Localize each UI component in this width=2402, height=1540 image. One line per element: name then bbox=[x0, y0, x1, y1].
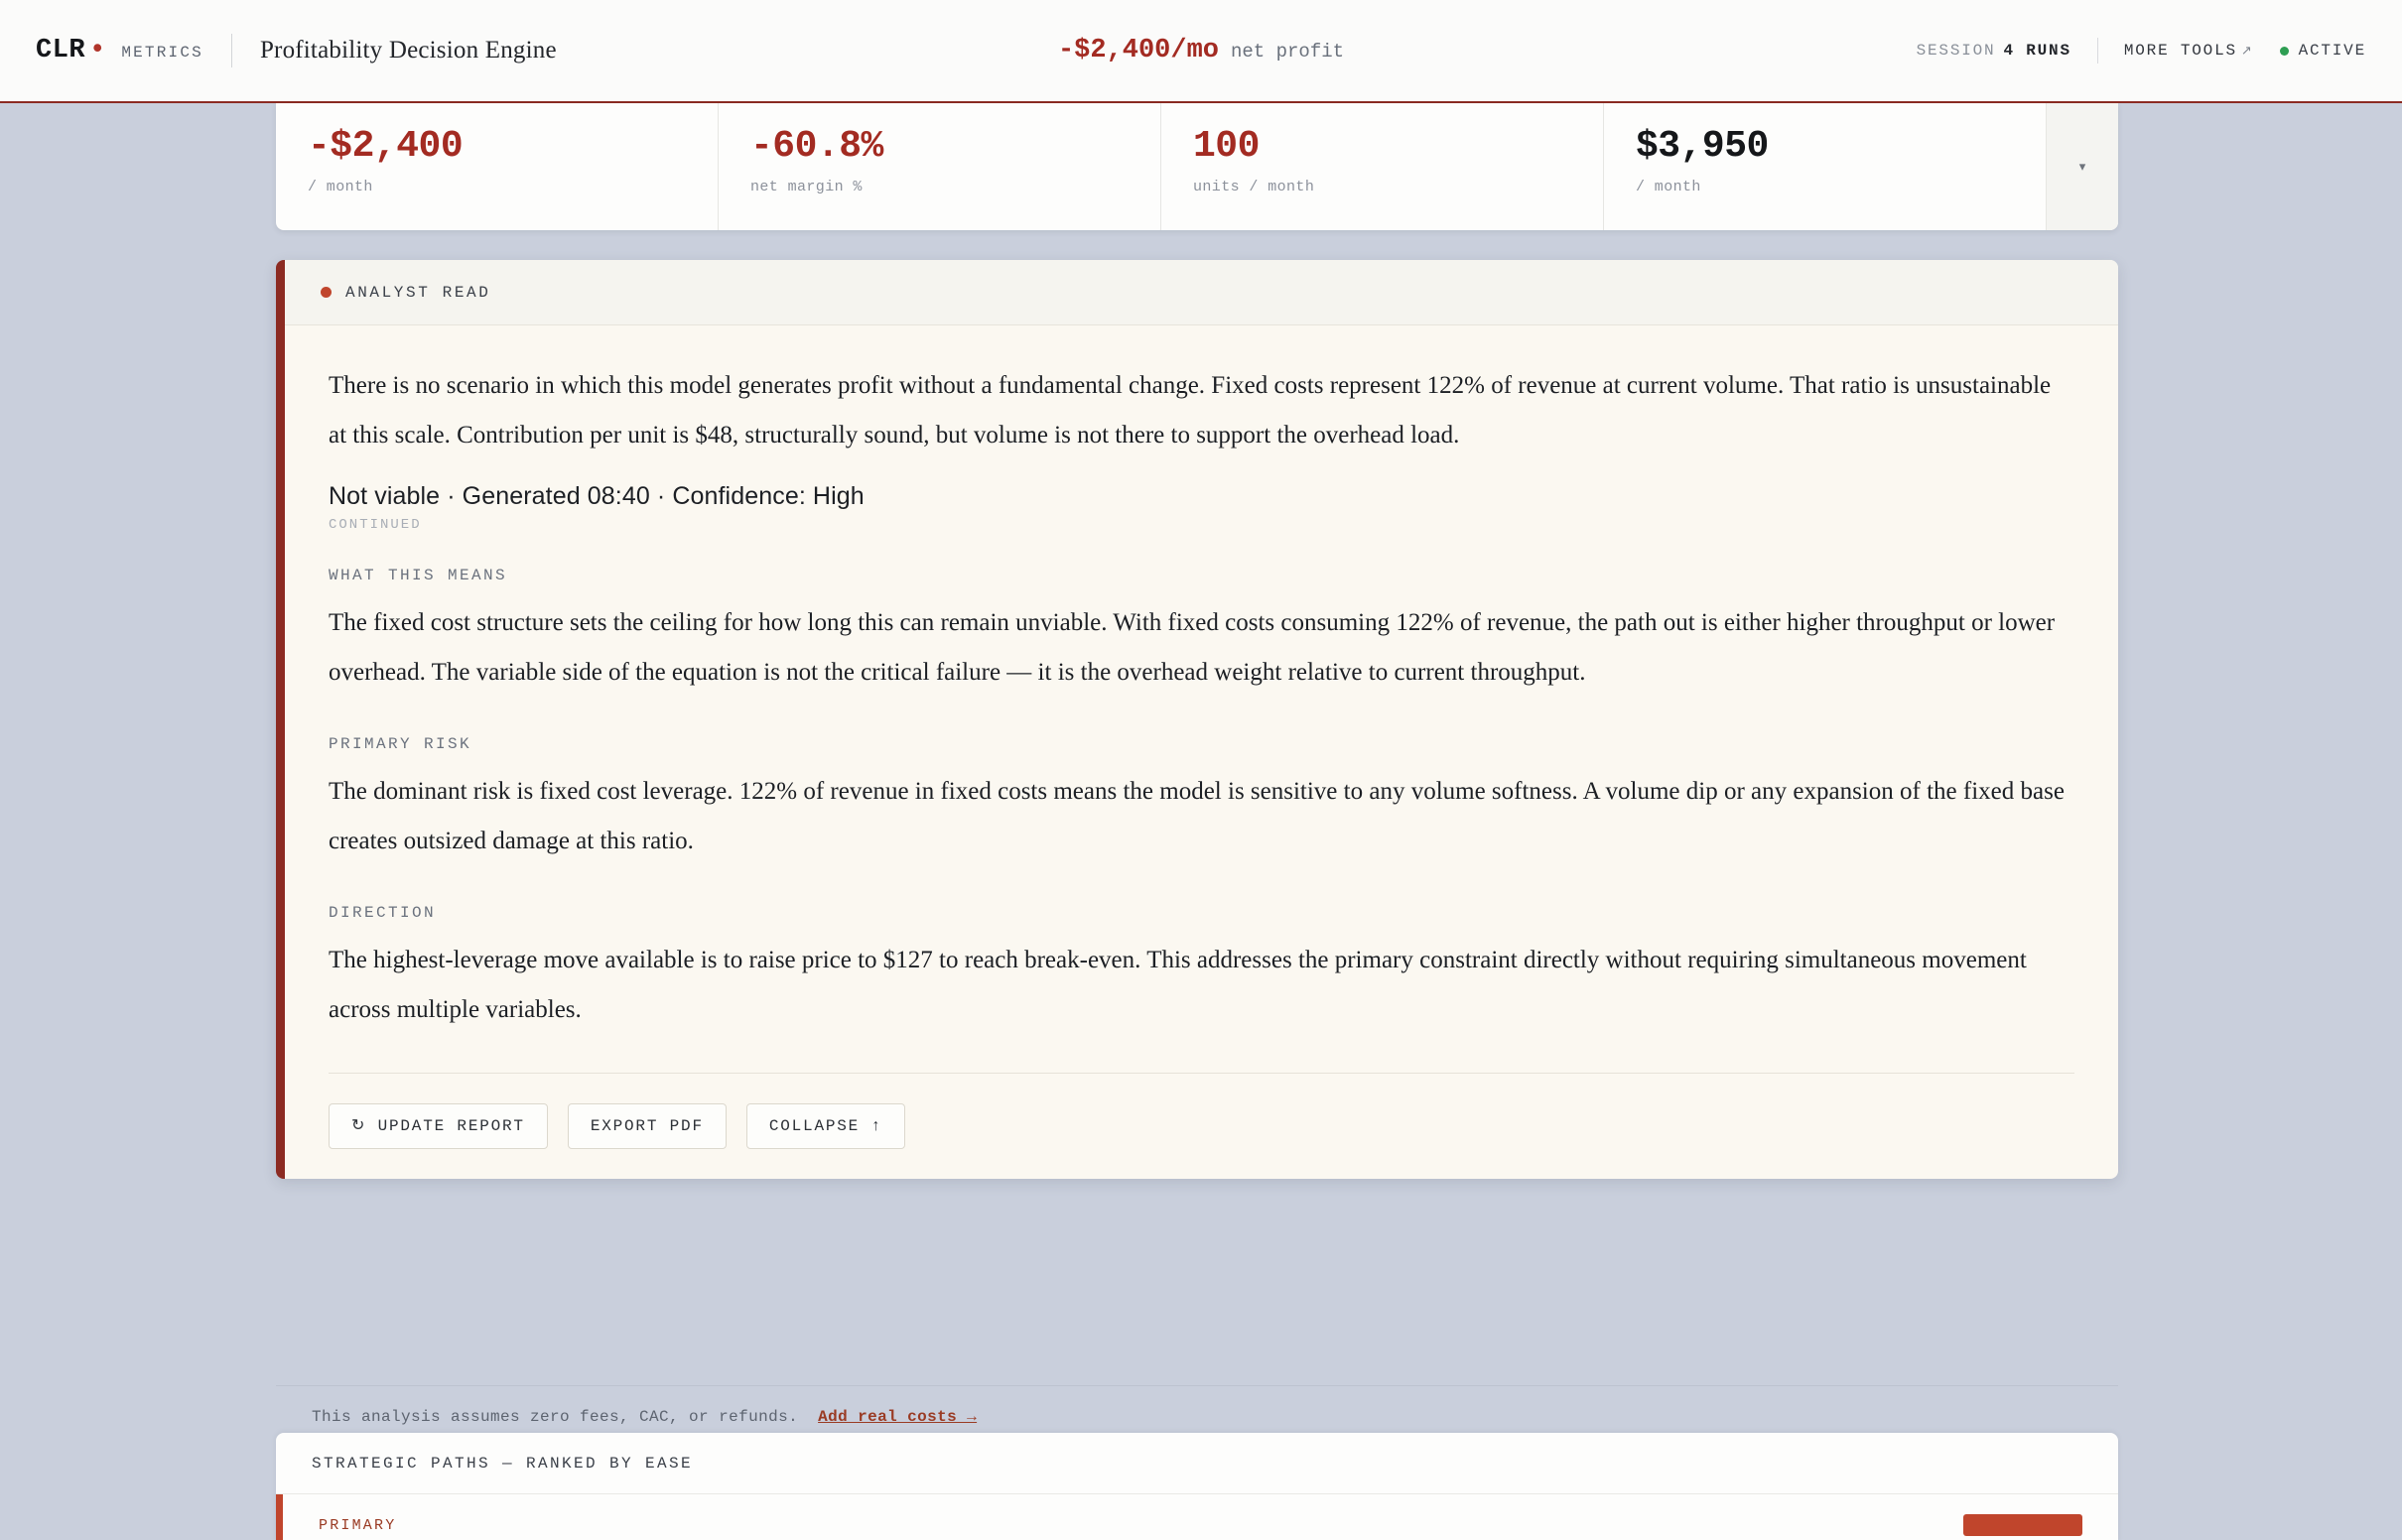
analyst-actions bbox=[329, 1103, 2074, 1149]
section-label: WHAT THIS MEANS bbox=[329, 567, 508, 584]
top-right-divider bbox=[2097, 38, 2098, 64]
analyst-section bbox=[329, 567, 2074, 698]
brand-mark: CLR bbox=[36, 36, 86, 65]
brand-logo[interactable] bbox=[36, 36, 203, 65]
brand-divider bbox=[231, 34, 232, 67]
metric-card[interactable] bbox=[719, 103, 1161, 230]
section-body: The highest-leverage move available is to raise price to $127 to reach break-even. This addresses the primary constraint directly without requiring simultaneous movement across multiple variables. bbox=[329, 947, 2027, 1023]
metric-label: / month bbox=[1636, 179, 1701, 195]
path-rank-tag: PRIMARY bbox=[319, 1516, 397, 1534]
section-label: DIRECTION bbox=[329, 904, 437, 922]
analyst-section bbox=[329, 904, 2074, 1035]
analyst-read-body bbox=[285, 325, 2118, 1179]
status-label: ACTIVE bbox=[2298, 42, 2366, 60]
external-link-icon: ↗ bbox=[2240, 43, 2254, 59]
content-divider bbox=[329, 1073, 2074, 1074]
page-title: Profitability Decision Engine bbox=[259, 37, 557, 64]
section-label: PRIMARY RISK bbox=[329, 735, 472, 753]
header-net-profit-value: -$2,400/mo bbox=[1057, 36, 1219, 65]
header-net-profit bbox=[1058, 36, 1344, 65]
strategic-paths-title: STRATEGIC PATHS — RANKED BY EASE bbox=[276, 1433, 2118, 1494]
top-bar-right bbox=[1917, 38, 2366, 64]
top-bar bbox=[0, 0, 2402, 103]
metric-card[interactable] bbox=[1161, 103, 1604, 230]
analyst-read-card bbox=[276, 260, 2118, 1179]
analyst-read-header bbox=[285, 260, 2118, 325]
metric-label: / month bbox=[308, 179, 373, 195]
analyst-verdict: Not viable · Generated 08:40 · Confidence: High bbox=[329, 482, 865, 510]
strategic-path-row[interactable] bbox=[276, 1494, 2118, 1540]
footnote-text: This analysis assumes zero fees, CAC, or refunds. bbox=[312, 1408, 799, 1426]
metric-strip bbox=[276, 103, 2118, 230]
status-badge bbox=[2280, 42, 2366, 60]
update-report-button[interactable]: ↻ UPDATE REPORT bbox=[329, 1103, 548, 1149]
analyst-status-dot-icon bbox=[321, 287, 332, 298]
metric-value: 100 bbox=[1193, 125, 1260, 168]
collapse-button[interactable]: COLLAPSE ↑ bbox=[746, 1103, 905, 1149]
section-body: The fixed cost structure sets the ceiling for how long this can remain unviable. With fixed costs consuming 122% of revenue, the path out is either higher throughput or lower overhead. The variable side of the equation is not the critical failure — it is the overhead weight relative to current throughput. bbox=[329, 609, 2056, 686]
metric-card[interactable] bbox=[276, 103, 719, 230]
brand-subtitle: METRICS bbox=[121, 44, 203, 62]
metric-label: units / month bbox=[1193, 179, 1315, 195]
brand-dot-icon: • bbox=[89, 36, 106, 65]
analyst-section bbox=[329, 735, 2074, 866]
section-body: The dominant risk is fixed cost leverage. 122% of revenue in fixed costs means the model is sensitive to any volume softness. A volume dip or any expansion of the fixed base creates outsized damage at this ratio. bbox=[329, 778, 2065, 854]
assumptions-footnote bbox=[276, 1385, 2118, 1426]
analyst-read-title: ANALYST READ bbox=[345, 283, 491, 302]
metric-strip-expand-button[interactable]: ▾ bbox=[2047, 103, 2118, 230]
export-pdf-button[interactable]: EXPORT PDF bbox=[568, 1103, 727, 1149]
header-net-profit-label: net profit bbox=[1231, 41, 1345, 63]
more-tools-button[interactable]: MORE TOOLS bbox=[2123, 42, 2237, 60]
session-runs-value: 4 RUNS bbox=[2003, 42, 2071, 60]
strategic-paths-card bbox=[276, 1433, 2118, 1540]
add-real-costs-link[interactable]: Add real costs → bbox=[818, 1408, 978, 1426]
metric-value: -60.8% bbox=[750, 125, 883, 168]
metric-label: net margin % bbox=[750, 179, 863, 195]
continued-label: CONTINUED bbox=[329, 517, 422, 533]
session-label: SESSION bbox=[1916, 42, 1996, 60]
analyst-summary: There is no scenario in which this model generates profit without a fundamental change. Fixed costs represent 122% of revenue at current volume. That ratio is unsustainable at this scale. Contribution per unit is $48, structurally sound, but volume is not there to support the overhead load. bbox=[329, 372, 2052, 449]
metric-value: $3,950 bbox=[1636, 125, 1769, 168]
path-badge bbox=[1963, 1514, 2082, 1536]
metric-card[interactable] bbox=[1604, 103, 2047, 230]
status-dot-icon bbox=[2280, 47, 2289, 56]
metric-value: -$2,400 bbox=[308, 125, 464, 168]
